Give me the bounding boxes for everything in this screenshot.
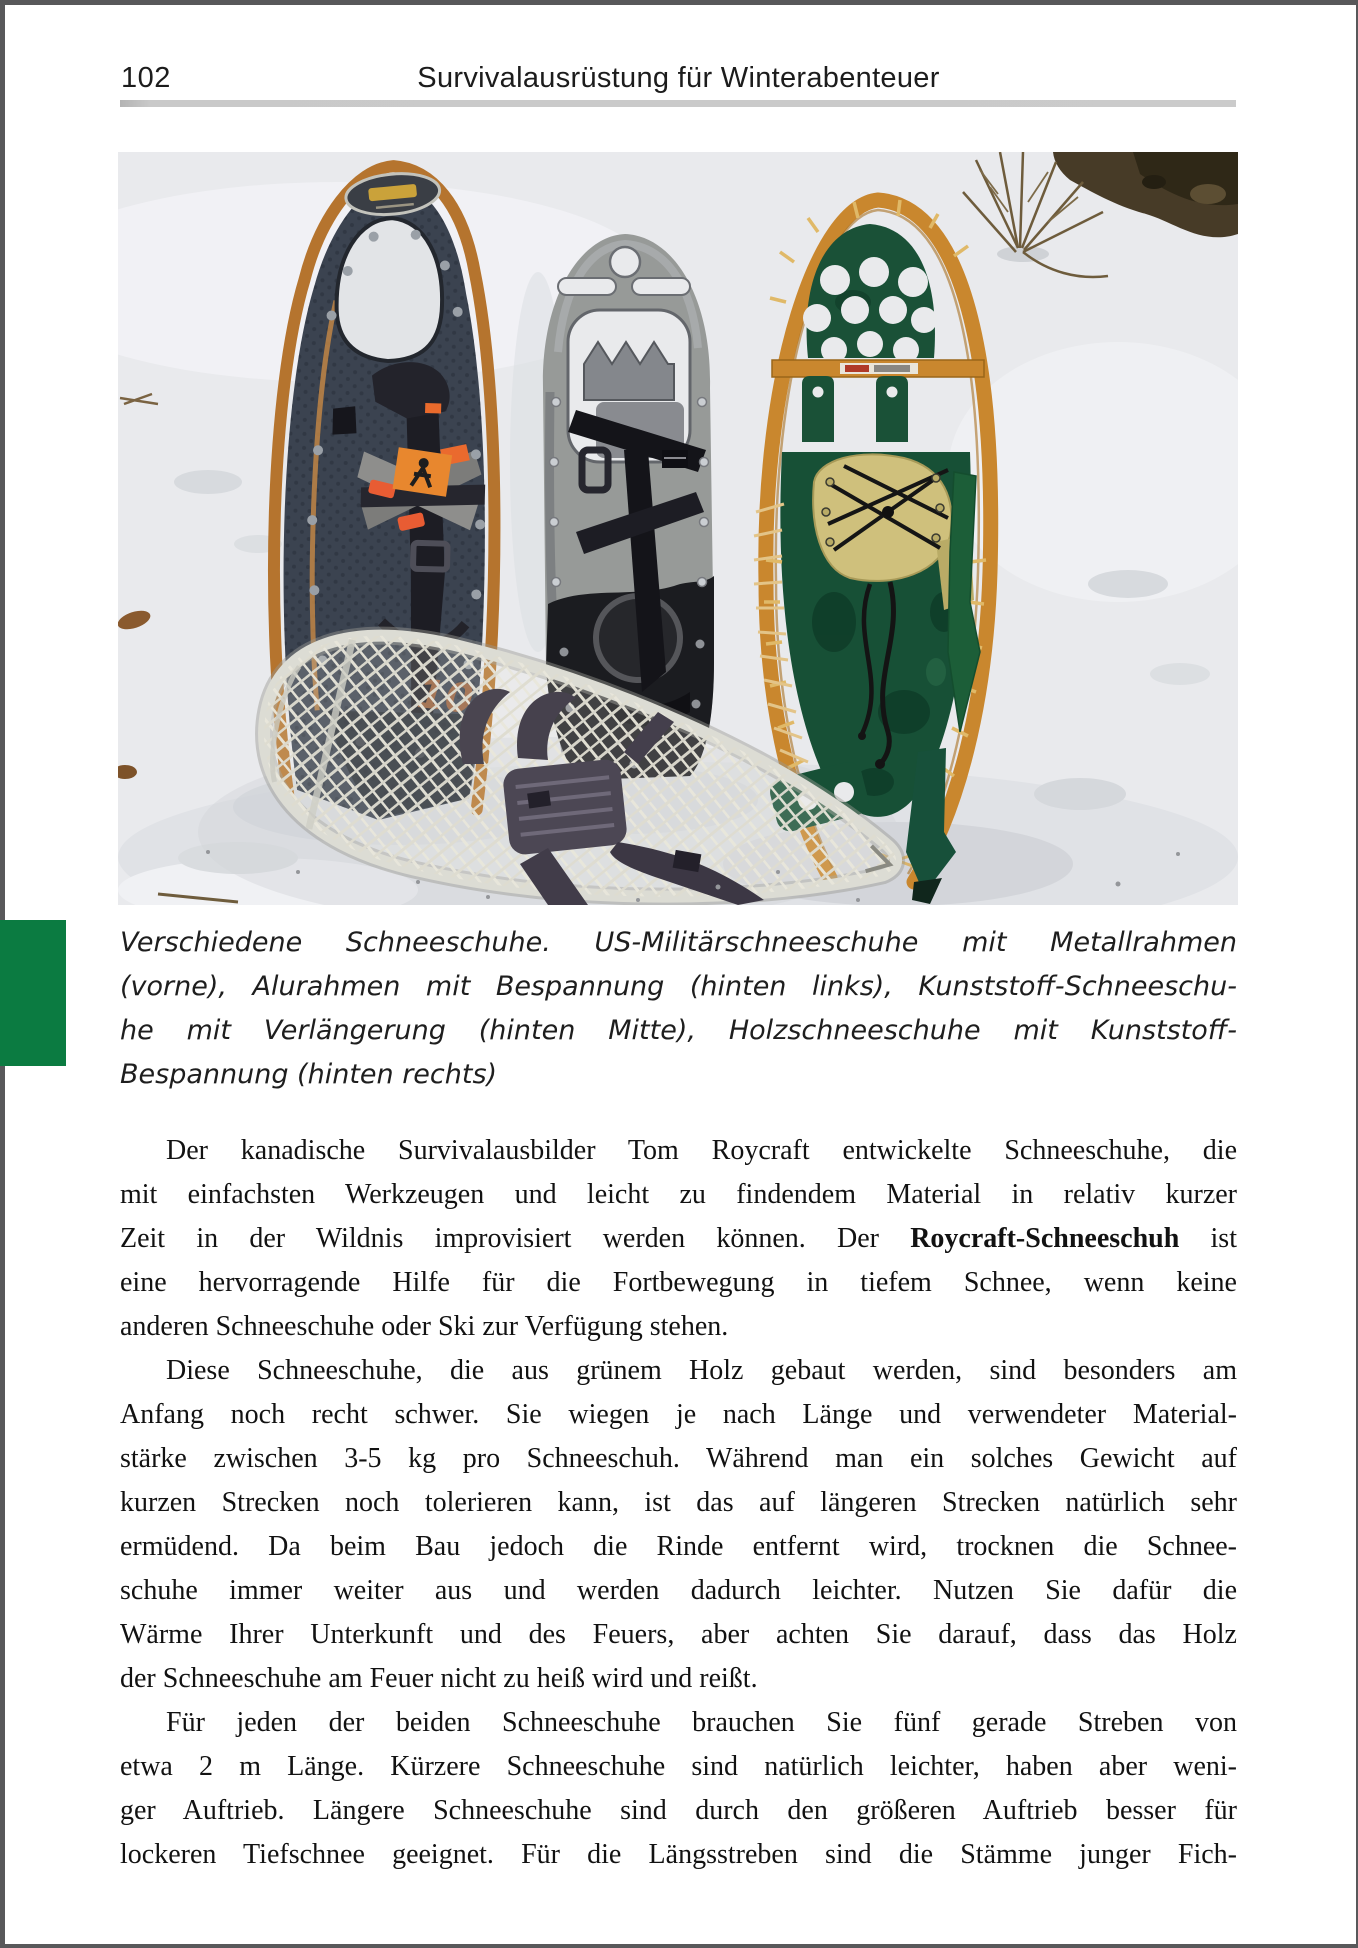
text-line: he mit Verlängerung (hinten Mitte), Holzschneeschuhe mit Kunststoff- [120,1015,1237,1046]
text-line: Bespannung (hinten rechts) [120,1059,498,1090]
atlas-patch [393,447,453,497]
chapter-thumb-tab [0,920,66,1066]
paragraph [120,1701,1237,1877]
text-line: etwa 2 m Länge. Kürzere Schneeschuhe sind natürlich leichter, haben aber weni- [120,1751,1237,1782]
text-line: Verschiedene Schneeschuhe. US-Militärschneeschuhe mit Metallrahmen [120,927,1237,958]
text-line: Zeit in der Wildnis improvisiert werden können. Der Roycraft-Schneeschuh ist [120,1223,1237,1254]
text-line: lockeren Tiefschnee geeignet. Für die Längsstreben sind die Stämme junger Fich- [120,1839,1237,1870]
photo-snowshoes [118,152,1238,905]
text-line: der Schneeschuhe am Feuer nicht zu heiß wird und reißt. [120,1663,758,1694]
text-line: ger Auftrieb. Längere Schneeschuhe sind durch den größeren Auftrieb besser für [120,1795,1237,1826]
text-line: mit einfachsten Werkzeugen und leicht zu findendem Material in relativ kurzer [120,1179,1237,1210]
paragraph [120,1349,1237,1701]
text-line: (vorne), Alurahmen mit Bespannung (hinten links), Kunststoff-Schneeschu- [120,971,1237,1002]
photo-caption [120,921,1237,1097]
text-line: ermüdend. Da beim Bau jedoch die Rinde entfernt wird, trocknen die Schnee- [120,1531,1237,1562]
snowshoes-photo-illustration [118,152,1238,905]
text-line: Diese Schneeschuhe, die aus grünem Holz gebaut werden, sind besonders am [166,1355,1237,1386]
body-text [120,1129,1237,1877]
text-line: stärke zwischen 3-5 kg pro Schneeschuh. Während man ein solches Gewicht auf [120,1443,1237,1474]
header-rule [120,100,1236,107]
text-line: Anfang noch recht schwer. Sie wiegen je nach Länge und verwendeter Material- [120,1399,1237,1430]
paragraph [120,921,1237,1097]
text-line: anderen Schneeschuhe oder Ski zur Verfügung stehen. [120,1311,729,1342]
running-header-title: Survivalausrüstung für Winterabenteuer [417,62,940,94]
text-line: schuhe immer weiter aus und werden dadurch leichter. Nutzen Sie dafür die [120,1575,1237,1606]
text-line: Wärme Ihrer Unterkunft und des Feuers, aber achten Sie darauf, dass das Holz [120,1619,1237,1650]
page-number: 102 [121,62,171,94]
text-line: Für jeden der beiden Schneeschuhe brauchen Sie fünf gerade Streben von [166,1707,1237,1738]
text-line: Der kanadische Survivalausbilder Tom Roycraft entwickelte Schneeschuhe, die [166,1135,1237,1166]
text-line: kurzen Strecken noch tolerieren kann, ist das auf längeren Strecken natürlich sehr [120,1487,1237,1518]
text-line: eine hervorragende Hilfe für die Fortbewegung in tiefem Schnee, wenn keine [120,1267,1237,1298]
paragraph [120,1129,1237,1349]
